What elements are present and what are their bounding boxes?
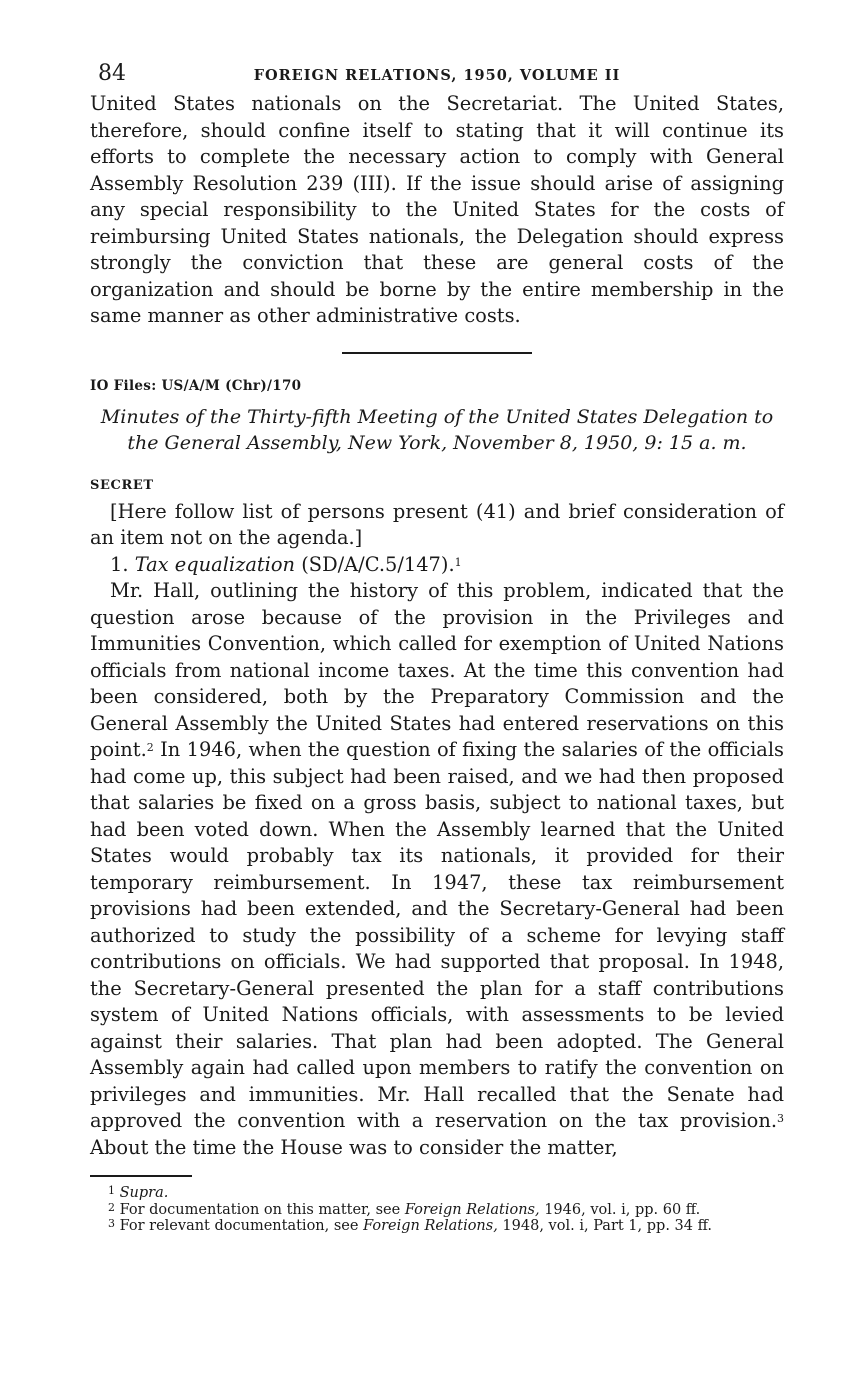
item-title: Tax equalization [134,552,296,576]
document-title: Minutes of the Thirty-fifth Meeting of the United States Delegation to the General Assembly, New York, November 8, 1950, 9: 15 a. m. [100,405,774,454]
footnote-italic: Foreign Relations, [404,1201,540,1218]
footnote-mark: 2 [146,741,154,754]
footnote-text: 1948, vol. i, Part 1, pp. 34 ff. [497,1218,712,1234]
page-header [90,55,784,91]
footnote-text: 1946, vol. i, pp. 60 ff. [539,1201,701,1218]
section-divider [342,352,532,354]
footnote-3 [90,1218,784,1235]
editorial-note: [Here follow list of persons present (41) and brief consideration of an item not on the agenda.] [90,499,784,549]
classification-marking: SECRET [90,477,154,493]
footnote-number: 3 [108,1217,115,1230]
item-reference: (SD/A/C.5/147). [301,552,455,576]
footnote-text: For documentation on this matter, see [119,1201,405,1218]
footnote-divider [90,1175,192,1177]
running-head: FOREIGN RELATIONS, 1950, VOLUME II [253,67,621,84]
footnote-italic: Supra. [119,1185,169,1201]
footnote-2 [90,1202,784,1219]
document-page [90,55,784,1235]
main-paragraph-part-1: Mr. Hall, outlining the history of this problem, indicated that the question arose because of the provision in the Privileges and Immunities Convention, which called for exemption of United Nations officials from national income taxes. At the time this convention had been considered, both by the Preparatory Commission and the General Assembly the United States had entered reservations on this point. [90,579,784,761]
file-reference: IO Files: US/A/M (Chr)/170 [90,377,302,394]
footnote-1 [90,1185,784,1202]
footnote-number: 1 [108,1184,115,1197]
footnote-mark: 1 [454,555,462,569]
footnotes [90,1185,784,1235]
main-paragraph-part-3: About the time the House was to consider the matter, [90,1135,618,1159]
main-paragraph [90,578,784,1161]
continuation-paragraph: United States nationals on the Secretariat. The United States, therefore, should confine itself to stating that it will continue its efforts to complete the necessary action to comply with General Assembly Resolution 239 (III). If the issue should arise of assigning any special responsibility to the United States for the costs of reimbursing United States nationals, the Delegation should express strongly the conviction that these are general costs of the organization and should be borne by the entire membership in the same manner as other administrative costs. [90,92,784,327]
main-paragraph-part-2: In 1946, when the question of fixing the salaries of the officials had come up, this subject had been raised, and we had then proposed that salaries be fixed on a gross basis, subject to national taxes, but had been voted down. When the Assembly learned that the United States would probably tax its nationals, it provided for their temporary reimbursement. In 1947, these tax reimbursement provisions had been extended, and the Secretary-General had been authorized to study the possibility of a scheme for levying staff contributions on officials. We had supported that proposal. In 1948, the Secretary-General presented the plan for a staff contributions system of United Nations officials, with assessments to be levied against their salaries. That plan had been adopted. The General Assembly again had called upon members to ratify the convention on privileges and immunities. Mr. Hall recalled that the Senate had approved the convention with a reservation on the tax provision. [90,738,784,1132]
footnote-italic: Foreign Relations, [363,1218,498,1234]
footnote-number: 2 [108,1200,115,1214]
agenda-item-heading [90,552,784,579]
page-number: 84 [98,61,126,86]
footnote-text: For relevant documentation, see [119,1218,364,1234]
item-number: 1. [110,552,129,576]
footnote-mark: 3 [777,1112,784,1125]
